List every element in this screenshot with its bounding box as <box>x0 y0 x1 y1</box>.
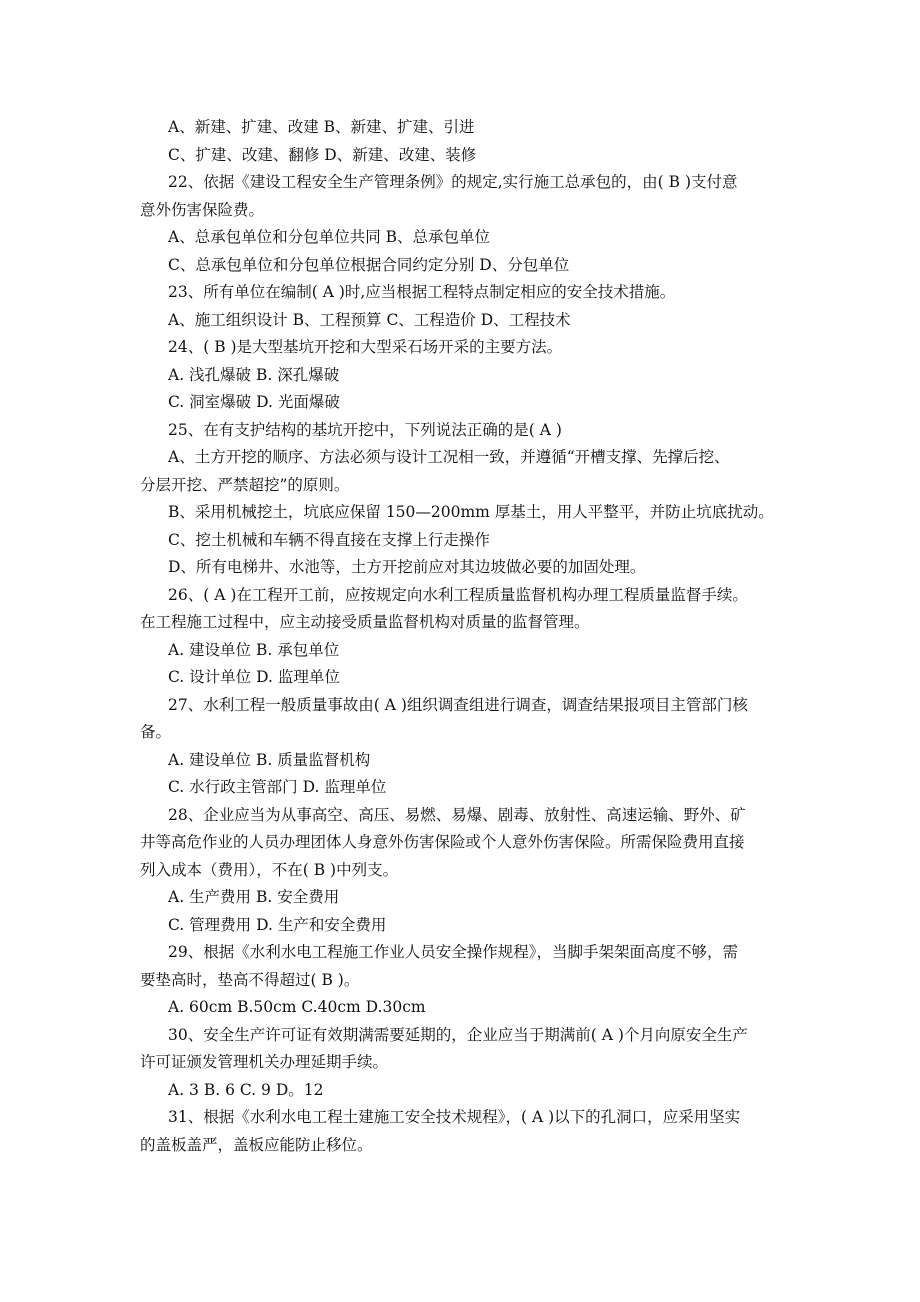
text-line: 26、( A )在工程开工前，应按规定向水利工程质量监督机构办理工程质量监督手续。 <box>168 585 748 604</box>
text-line: 在工程施工过程中，应主动接受质量监督机构对质量的监督管理。 <box>140 613 590 631</box>
text-line: 28、企业应当为从事高空、高压、易燃、易爆、剧毒、放射性、高速运输、野外、矿 <box>168 805 746 824</box>
text-line: A、土方开挖的顺序、方法必须与设计工况相一致，并遵循“开槽支撑、先撑后挖、 <box>168 448 730 466</box>
text-line: 27、水利工程一般质量事故由( A )组织调查组进行调查，调查结果报项目主管部门核 <box>168 695 748 714</box>
text-line: C. 管理费用 D. 生产和安全费用 <box>168 915 387 934</box>
text-line: C、扩建、改建、翻修 D、新建、改建、装修 <box>168 145 477 164</box>
text-line: 分层开挖、严禁超挖”的原则。 <box>140 475 350 494</box>
text-line: 要垫高时，垫高不得超过( B )。 <box>140 970 360 989</box>
text-line: C. 设计单位 D. 监理单位 <box>168 668 340 686</box>
text-line: B、采用机械挖土，坑底应保留 150—200mm 厚基土，用人平整平，并防止坑底扰动。 <box>168 503 774 521</box>
text-line: A. 生产费用 B. 安全费用 <box>168 888 340 906</box>
text-line: A. 建设单位 B. 承包单位 <box>168 640 340 659</box>
text-line: A. 60cm B.50cm C.40cm D.30cm <box>168 998 426 1016</box>
text-line: A. 浅孔爆破 B. 深孔爆破 <box>168 365 340 384</box>
text-line: 许可证颁发管理机关办理延期手续。 <box>140 1053 389 1071</box>
text-line: C、总承包单位和分包单位根据合同约定分别 D、分包单位 <box>168 255 570 274</box>
text-line: 25、在有支护结构的基坑开挖中，下列说法正确的是( A ) <box>168 420 562 439</box>
text-line: A、总承包单位和分包单位共同 B、总承包单位 <box>168 228 491 246</box>
text-line: 备。 <box>140 723 172 741</box>
text-line: C. 洞室爆破 D. 光面爆破 <box>168 393 340 411</box>
document-page <box>140 114 785 1159</box>
text-line: 31、根据《水利水电工程土建施工安全技术规程》，( A )以下的孔洞口，应采用坚实 <box>168 1108 741 1126</box>
text-line: C、挖土机械和车辆不得直接在支撑上行走操作 <box>168 530 490 549</box>
text-line: A. 建设单位 B. 质量监督机构 <box>168 750 371 769</box>
text-line: A. 3 B. 6 C. 9 D。12 <box>168 1080 324 1099</box>
text-line: 23、所有单位在编制( A )时,应当根据工程特点制定相应的安全技术措施。 <box>168 283 676 301</box>
text-line: 22、依据《建设工程安全生产管理条例》的规定,实行施工总承包的，由( B )支付意 <box>168 173 738 191</box>
text-line: 30、安全生产许可证有效期满需要延期的，企业应当于期满前( A )个月向原安全生产 <box>168 1025 748 1044</box>
text-line: D、所有电梯井、水池等，土方开挖前应对其边坡做必要的加固处理。 <box>168 558 646 576</box>
text-line: A、施工组织设计 B、工程预算 C、工程造价 D、工程技术 <box>168 310 571 329</box>
text-line: 意外伤害保险费。 <box>140 200 265 219</box>
text-line: 的盖板盖严，盖板应能防止移位。 <box>140 1135 373 1154</box>
text-line: 列入成本（费用），不在( B )中列支。 <box>140 860 399 879</box>
text-line: A、新建、扩建、改建 B、新建、扩建、引进 <box>168 118 475 136</box>
text-line: 24、( B )是大型基坑开挖和大型采石场开采的主要方法。 <box>168 338 563 356</box>
text-line: 29、根据《水利水电工程施工作业人员安全操作规程》，当脚手架架面高度不够，需 <box>168 943 738 961</box>
text-line: 井等高危作业的人员办理团体人身意外伤害保险或个人意外伤害保险。所需保险费用直接 <box>140 833 745 851</box>
text-line: C. 水行政主管部门 D. 监理单位 <box>168 778 387 796</box>
